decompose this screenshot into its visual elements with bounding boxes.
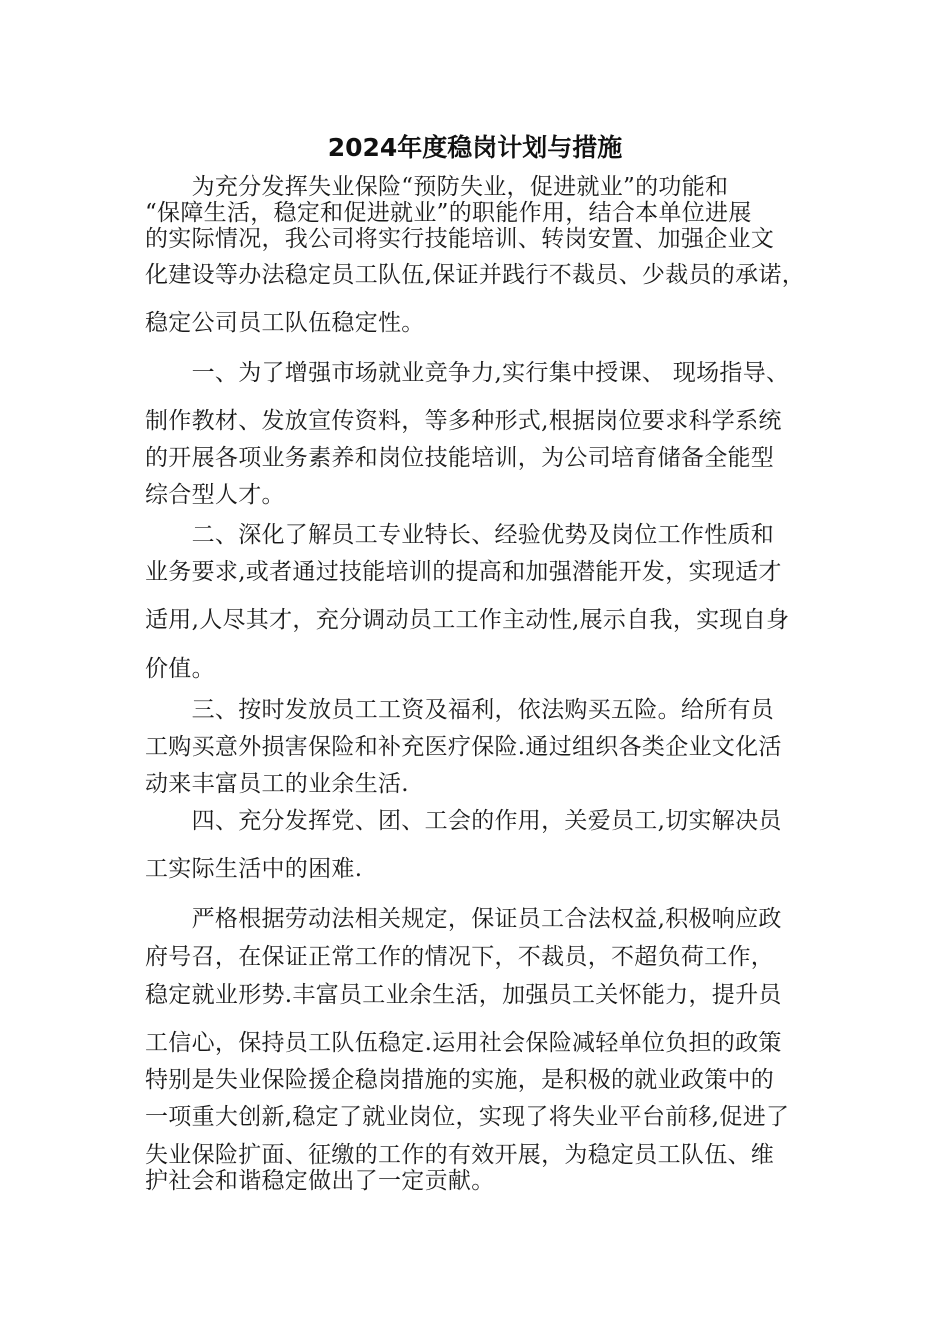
text-line: 严格根据劳动法相关规定，保证员工合法权益,积极响应政	[145, 906, 782, 932]
text-line: 化建设等办法稳定员工队伍,保证并践行不裁员、少裁员的承诺，	[145, 262, 806, 288]
text-line: 业务要求,或者通过技能培训的提高和加强潜能开发，实现适才	[145, 559, 782, 585]
text-line: 失业保险扩面、征缴的工作的有效开展，为稳定员工队伍、维	[145, 1142, 775, 1168]
text-line: 一项重大创新,稳定了就业岗位，实现了将失业平台前移,促进了	[145, 1104, 790, 1130]
text-line: 稳定就业形势.丰富员工业余生活，加强员工关怀能力，提升员	[145, 982, 782, 1008]
text-line: 四、充分发挥党、团、工会的作用，关爱员工,切实解决员	[145, 808, 782, 834]
text-line: 三、按时发放员工工资及福利，依法购买五险。给所有员	[145, 697, 775, 723]
text-line: 的实际情况，我公司将实行技能培训、转岗安置、加强企业文	[145, 226, 775, 252]
text-line: 为充分发挥失业保险“预防失业，促进就业”的功能和	[145, 174, 729, 200]
text-line: 适用,人尽其才，充分调动员工工作主动性,展示自我，实现自身	[145, 607, 790, 633]
text-line: 特别是失业保险援企稳岗措施的实施，是积极的就业政策中的	[145, 1067, 775, 1093]
document-title: 2024年度稳岗计划与措施	[327, 133, 623, 162]
text-line: 稳定公司员工队伍稳定性。	[145, 310, 425, 336]
text-line: 二、深化了解员工专业特长、经验优势及岗位工作性质和	[145, 522, 775, 548]
text-line: 一、为了增强市场就业竞争力,实行集中授课、 现场指导、	[145, 360, 790, 386]
text-line: 价值。	[145, 656, 215, 682]
text-line: 动来丰富员工的业余生活.	[145, 771, 409, 797]
text-line: 府号召，在保证正常工作的情况下，不裁员，不超负荷工作，	[145, 944, 775, 970]
text-line: 工信心，保持员工队伍稳定.运用社会保险减轻单位负担的政策	[145, 1030, 782, 1056]
text-line: 综合型人才。	[145, 482, 285, 508]
text-line: “保障生活，稳定和促进就业”的职能作用，结合本单位进展	[145, 200, 752, 226]
text-line: 的开展各项业务素养和岗位技能培训，为公司培育储备全能型	[145, 445, 775, 471]
text-line: 制作教材、发放宣传资料，等多种形式,根据岗位要求科学系统	[145, 408, 782, 434]
text-line: 护社会和谐稳定做出了一定贡献。	[145, 1168, 495, 1194]
text-line: 工购买意外损害保险和补充医疗保险.通过组织各类企业文化活	[145, 734, 782, 760]
text-line: 工实际生活中的困难.	[145, 856, 363, 882]
